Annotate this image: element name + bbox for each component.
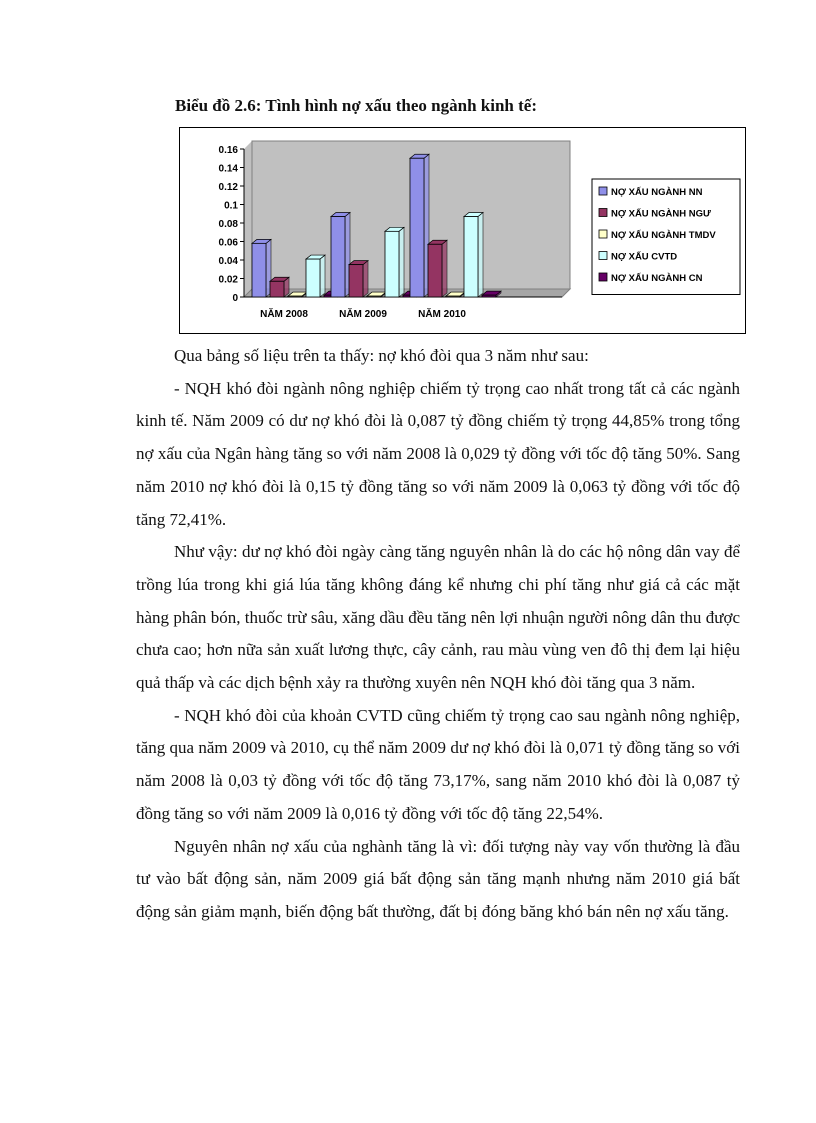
bar: [482, 295, 496, 297]
legend-label: NỢ XẤU NGÀNH TMDV: [611, 230, 716, 241]
bar: [306, 259, 320, 297]
paragraph-3: Như vậy: dư nợ khó đòi ngày càng tăng nguyên nhân là do các hộ nông dân vay để trồng lúa trong khi giá lúa tăng không đáng kể nhưng chi phí tăng như giá cả các mặt hàng phân bón, thuốc trừ sâu, xăng dầu đều tăng nên lợi nhuận người nông dân thu được chưa cao; hơn nữa sản xuất lương thực, cây cảnh, rau màu vùng ven đô thị đem lại hiệu quả thấp và các dịch bệnh xảy ra thường xuyên nên NQH khó đòi tăng qua 3 năm.: [136, 542, 740, 693]
legend-label: NỢ XẤU NGÀNH CN: [611, 273, 703, 284]
paragraph-5: Nguyên nhân nợ xấu của nghành tăng là vì: đối tượng này vay vốn thường là đầu tư vào bất động sản, năm 2009 giá bất động sản tăng mạnh nhưng năm 2010 giá bất động sản giảm mạnh, biến động bất thường, đất bị đóng băng khó bán nên nợ xấu tăng.: [136, 836, 740, 921]
bar-side: [399, 227, 404, 297]
x-tick-label: NĂM 2010: [418, 309, 466, 320]
bar: [288, 296, 302, 297]
bar: [331, 217, 345, 297]
bar: [410, 158, 424, 297]
x-tick-label: NĂM 2008: [260, 309, 308, 320]
y-tick-label: 0.02: [218, 274, 238, 286]
y-tick-label: 0.04: [218, 256, 238, 267]
figure-caption: Biểu đồ 2.6: Tình hình nợ xấu theo ngành kinh tế:: [175, 96, 537, 115]
legend-label: NỢ XẤU NGÀNH NGƯ: [611, 208, 711, 220]
y-tick-label: 0.08: [218, 219, 238, 230]
bar: [367, 296, 381, 297]
paragraph-1: Qua bảng số liệu trên ta thấy: nợ khó đòi qua 3 năm như sau:: [174, 346, 589, 365]
bar: [385, 231, 399, 297]
bar: [252, 243, 266, 297]
bar-side: [478, 213, 483, 297]
paragraph-2: - NQH khó đòi ngành nông nghiệp chiếm tỷ trọng cao nhất trong tất cả các ngành kinh tế. Năm 2009 có dư nợ khó đòi là 0,087 tỷ đồng chiếm tỷ trọng 44,85% trong tổng nợ xấu của Ngân hàng tăng so với năm 2008 là 0,029 tỷ đồng với tốc độ tăng 50%. Sang năm 2010 nợ khó đòi là 0,15 tỷ đồng tăng so với năm 2009 là 0,063 tỷ đồng với tốc độ tăng 72,41%.: [136, 378, 740, 529]
legend-swatch: [599, 252, 607, 260]
y-tick-label: 0: [232, 293, 238, 304]
y-tick-label: 0.06: [218, 237, 238, 249]
x-tick-label: NĂM 2009: [339, 309, 387, 320]
y-tick-label: 0.14: [218, 163, 238, 175]
legend-swatch: [599, 230, 607, 238]
chart-frame: [179, 127, 746, 334]
legend-swatch: [599, 187, 607, 195]
bar: [270, 281, 284, 297]
bar-side: [363, 261, 368, 297]
bar-side: [442, 240, 447, 297]
legend-label: NỢ XẤU CVTD: [611, 251, 678, 263]
bar: [446, 296, 460, 297]
bar: [349, 265, 363, 297]
y-tick-label: 0.1: [224, 200, 238, 212]
paragraph-4: - NQH khó đòi của khoản CVTD cũng chiếm tỷ trọng cao sau ngành nông nghiệp, tăng qua năm 2009 và 2010, cụ thể năm 2009 dư nợ khó đòi là 0,071 tỷ đồng tăng so với năm 2008 là 0,03 tỷ đồng với tốc độ tăng 73,17%, sang năm 2010 khó đòi là 0,087 tỷ đồng tăng so với năm 2009 là 0,016 tỷ đồng với tốc độ tăng 22,54%.: [136, 705, 740, 823]
legend-label: NỢ XẤU NGÀNH NN: [611, 187, 703, 198]
y-tick-label: 0.16: [218, 145, 238, 156]
bar: [464, 217, 478, 297]
y-tick-label: 0.12: [218, 182, 238, 193]
bad-debt-chart: [180, 128, 745, 333]
bar-side: [320, 255, 325, 297]
bar: [428, 244, 442, 297]
body-text: [136, 340, 740, 929]
legend-swatch: [599, 209, 607, 217]
legend-swatch: [599, 273, 607, 281]
